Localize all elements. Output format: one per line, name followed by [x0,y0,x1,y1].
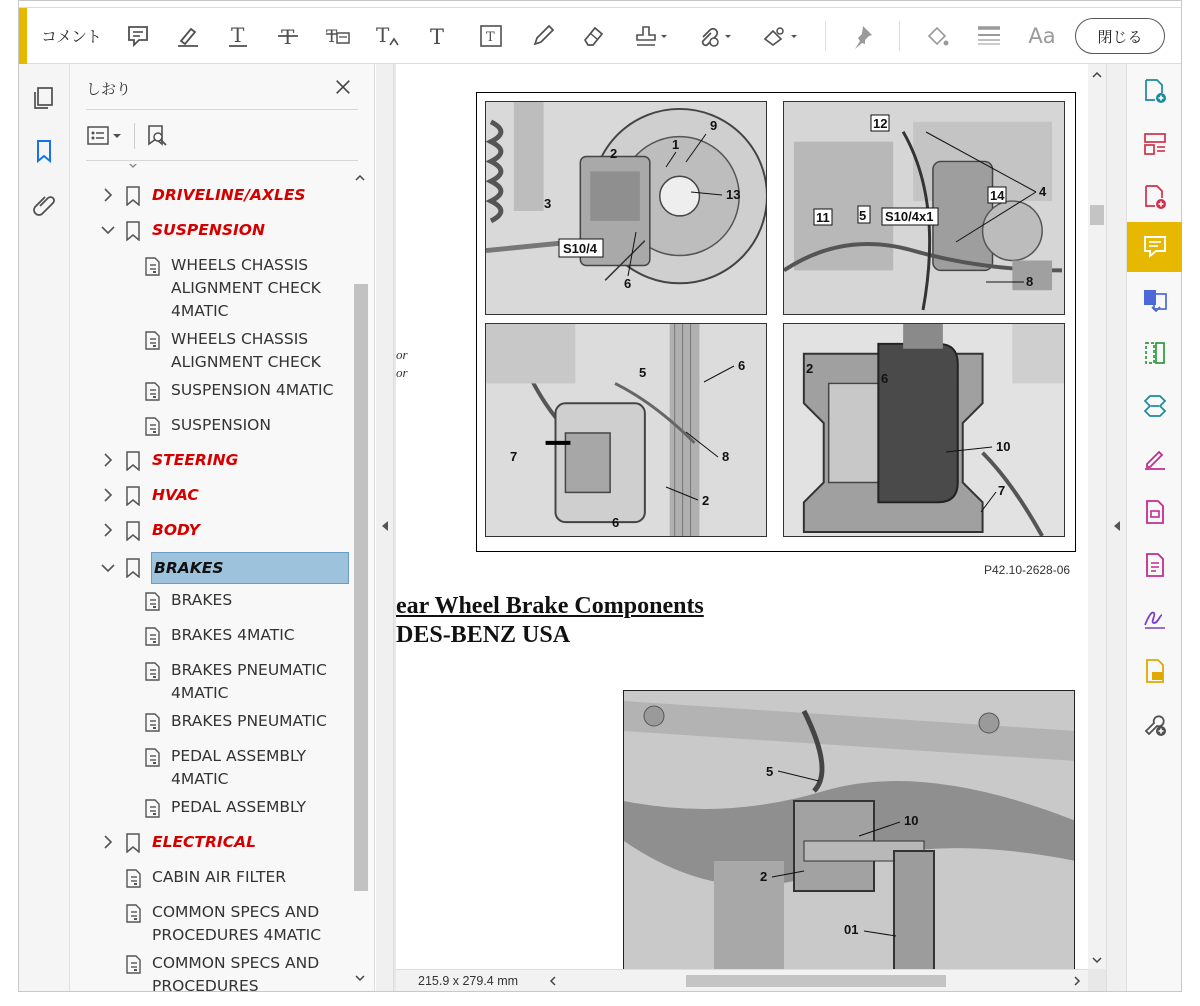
callout-label: 11 [816,210,830,225]
svg-text:T: T [486,30,495,45]
bookmark-options-icon[interactable] [86,119,126,153]
collapse-right-icon[interactable] [1110,519,1124,533]
callout-label: 1 [672,137,680,152]
compare-files-icon[interactable] [1127,328,1182,378]
callout-label: 8 [1026,274,1034,289]
attachments-icon[interactable] [27,187,61,221]
bookmark-body[interactable] [70,519,350,543]
page-bookmark-icon [144,381,162,401]
edit-pdf-icon[interactable] [1127,487,1182,537]
callout-label: 12 [873,116,888,131]
callout-label: 5 [766,764,774,779]
page-bookmark-icon [144,591,162,611]
acrobat-window [18,0,1182,992]
bookmark-label-line: WHEELS CHASSIS [171,256,309,274]
scroll-right-icon[interactable] [1070,974,1084,988]
bookmark-label-line: 4MATIC [171,770,229,788]
callout-label: 01 [844,922,859,937]
collapse-left-icon[interactable] [378,519,392,533]
fill-and-sign-icon[interactable] [1127,434,1182,484]
document-vertical-scrollbar[interactable] [1088,64,1106,969]
scrollbar-thumb[interactable] [1090,205,1104,225]
bookmark-tree [70,164,350,991]
comment-tool-icon[interactable] [1127,222,1182,272]
callout-label: 10 [904,813,919,828]
truncated-text: or [396,365,408,380]
page-bookmark-icon [144,661,162,681]
bookmark-brakes-page[interactable] [70,589,350,613]
bookmark-label: BRAKES [151,552,349,584]
svg-text:T: T [376,23,390,47]
collapse-left-panel[interactable] [376,64,394,991]
bookmark-icon [125,451,141,471]
bookmarks-panel [70,64,375,991]
bookmark-brakes-4matic[interactable] [70,624,350,648]
svg-text:T: T [281,25,295,49]
chevron-down-icon[interactable] [100,560,116,576]
bookmark-pedal-assembly-4matic[interactable] [70,745,350,791]
callouts-c [510,358,745,530]
callout-label: 3 [544,196,552,211]
close-comment-button[interactable]: 閉じる [1075,18,1165,54]
bookmark-label-line: ALIGNMENT CHECK [171,279,321,297]
collapse-right-panel[interactable] [1106,64,1126,991]
bookmark-icon [125,558,141,578]
page-bookmark-icon [144,256,162,276]
right-tools-rail [1126,64,1181,991]
callout-label: 14 [990,188,1005,203]
bookmark-common-specs[interactable] [70,952,350,991]
attach-file-icon[interactable] [691,19,735,53]
callout-label: 6 [624,276,632,291]
bookmark-driveline-axles[interactable] [70,184,350,208]
bookmark-icon [125,486,141,506]
bookmark-label: STEERING [152,451,239,469]
document-horizontal-scrollbar[interactable] [396,969,1088,991]
page-bookmark-icon [144,330,162,350]
text-box-icon[interactable] [475,19,507,53]
section-heading: ear Wheel Brake Components [396,593,704,619]
bookmark-label: SUSPENSION [152,221,265,239]
bookmark-label: BRAKES 4MATIC [171,626,295,644]
bookmark-icon [125,521,141,541]
bookmark-wheels-alignment[interactable] [70,328,350,374]
bookmark-label: PEDAL ASSEMBLY [171,798,307,816]
bookmark-brakes-pneumatic-4matic[interactable] [70,659,350,705]
callout-label: 5 [639,365,647,380]
comment-mode-label: コメント [41,27,102,46]
bookmarks-icon[interactable] [27,134,61,168]
bookmark-brakes-selected[interactable] [70,552,350,584]
truncated-text: or [396,347,408,362]
create-pdf-icon[interactable] [1127,66,1182,116]
svg-text:T: T [430,25,445,49]
comment-toolbar [19,1,1181,64]
page-thumbnails-icon[interactable] [27,81,61,115]
callout-label: 7 [510,449,518,464]
page-bookmark-icon [144,626,162,646]
panel-divider [86,160,358,161]
combine-files-icon[interactable] [1127,275,1182,325]
find-bookmark-icon[interactable] [144,119,174,153]
svg-text:T: T [326,27,338,47]
send-for-review-icon[interactable] [1127,381,1182,431]
callout-label: 9 [710,118,718,133]
replace-text-icon[interactable] [322,19,354,53]
bookmark-label: ELECTRICAL [152,833,256,851]
callout-label: 2 [806,361,814,376]
page-bookmark-icon [125,903,143,923]
bookmark-suspension-page[interactable] [70,414,350,438]
bookmark-brakes-pneumatic[interactable] [70,710,350,734]
line-weight-icon[interactable] [973,19,1005,53]
bookmark-pedal-assembly[interactable] [70,796,350,820]
pdf-page [396,64,1088,969]
callout-label: S10/4x1 [885,209,934,224]
page-bookmark-icon [144,798,162,818]
bookmark-steering[interactable] [70,449,350,473]
page-bookmark-icon [125,868,143,888]
callouts-a [544,118,740,291]
pin-icon[interactable] [846,19,878,53]
chevron-right-icon[interactable] [100,834,116,850]
sticky-note-icon[interactable] [122,19,154,53]
bookmark-suspension-4matic[interactable] [70,379,350,403]
bookmark-label-line: 4MATIC [171,684,229,702]
left-navigation-rail [19,64,70,991]
add-text-comment-icon[interactable] [422,19,454,53]
callout-label: 2 [760,869,768,884]
bookmark-hvac[interactable] [70,484,350,508]
svg-text:T: T [231,23,245,47]
sticky-notes-tool-icon[interactable] [1127,646,1182,696]
section-subheading: DES-BENZ USA [396,622,571,648]
scroll-down-icon[interactable] [352,970,368,986]
bookmark-label: DRIVELINE/AXLES [152,186,306,204]
callout-label: 6 [612,515,620,530]
stamp-icon[interactable] [631,19,671,53]
more-tools-icon[interactable] [1127,699,1182,749]
insert-text-icon[interactable] [372,19,404,53]
strikethrough-text-icon[interactable] [272,19,304,53]
eraser-icon[interactable] [577,19,609,53]
scroll-up-icon[interactable] [352,170,368,186]
scroll-left-icon[interactable] [546,974,560,988]
page-bookmark-icon [144,747,162,767]
underline-text-icon[interactable] [222,19,254,53]
partial-row-chevron [125,164,141,166]
chevron-right-icon[interactable] [100,452,116,468]
callout-label: 10 [996,439,1011,454]
page-bookmark-icon [125,954,143,974]
toolbar-accent-bar [19,8,27,64]
scroll-up-icon[interactable] [1090,68,1104,82]
bookmark-label-line: 4MATIC [171,302,229,320]
page-size-readout: 215.9 x 279.4 mm [418,974,519,988]
toolbar-separator [899,21,900,51]
chevron-right-icon[interactable] [100,522,116,538]
scrollbar-thumb[interactable] [354,284,368,891]
callout-label: 2 [702,493,710,508]
bookmark-label-line: PROCEDURES 4MATIC [152,926,322,944]
scrollbar-thumb[interactable] [686,975,946,987]
bookmark-label: SUSPENSION 4MATIC [171,381,334,399]
pencil-icon[interactable] [527,19,559,53]
callout-label: 7 [998,483,1006,498]
highlight-icon[interactable] [172,19,204,53]
bookmark-label-line: PROCEDURES [152,977,259,991]
brake-photo [623,690,1075,969]
callout-label: 6 [738,358,746,373]
bookmark-electrical[interactable] [70,831,350,855]
bookmark-icon [125,221,141,241]
callouts-b [814,115,1047,289]
bookmark-label: SUSPENSION [171,416,271,434]
bookmark-scrollbar[interactable] [352,164,368,991]
bookmark-label: BRAKES PNEUMATIC [171,712,327,730]
font-size-icon[interactable]: Aa [1028,24,1056,48]
chevron-down-icon[interactable] [100,222,116,238]
chevron-right-icon[interactable] [100,187,116,203]
close-icon[interactable] [328,72,358,102]
bookmark-label: BODY [152,521,200,539]
figure-caption: P42.10-2628-06 [984,563,1071,577]
bookmark-label-line: COMMON SPECS AND [152,903,320,921]
bookmark-label-line: ALIGNMENT CHECK [171,353,321,371]
callout-label: S10/4 [563,241,597,256]
bookmark-suspension[interactable] [70,219,350,243]
organize-pages-icon[interactable] [1127,119,1182,169]
bookmark-wheels-alignment-4matic[interactable] [70,254,350,324]
callout-label: 13 [726,187,741,202]
fill-color-icon[interactable] [921,19,953,53]
callouts-d [806,361,1010,512]
request-signature-icon[interactable] [1127,593,1182,643]
callout-label: 8 [722,449,730,464]
bookmark-label-line: BRAKES PNEUMATIC [171,661,327,679]
bookmark-common-specs-4matic[interactable] [70,901,350,947]
protect-pdf-icon[interactable] [1127,540,1182,590]
bookmark-icon [125,186,141,206]
bookmark-icon [125,833,141,853]
tool-separator [134,123,135,149]
export-pdf-icon[interactable] [1127,172,1182,222]
bookmark-label: CABIN AIR FILTER [152,868,287,886]
toolbar-top-strip [19,1,1181,8]
shapes-icon[interactable] [757,19,801,53]
toolbar-separator [825,21,826,51]
bookmark-cabin-air-filter[interactable] [70,866,350,890]
figure-callouts [476,92,1076,552]
bookmark-label-line: PEDAL ASSEMBLY [171,747,307,765]
bookmark-label-line: WHEELS CHASSIS [171,330,309,348]
callout-label: 2 [610,146,618,161]
page-bookmark-icon [144,416,162,436]
callout-label: 6 [881,371,889,386]
scroll-down-icon[interactable] [1090,953,1104,967]
callout-label: 4 [1039,184,1047,199]
bookmark-label: BRAKES [171,591,233,609]
panel-divider [86,109,358,110]
bookmark-label: HVAC [152,486,199,504]
callout-label: 5 [859,208,867,223]
chevron-right-icon[interactable] [100,487,116,503]
bookmarks-panel-title: しおり [86,80,132,98]
bookmark-label-line: COMMON SPECS AND [152,954,320,972]
page-bookmark-icon [144,712,162,732]
